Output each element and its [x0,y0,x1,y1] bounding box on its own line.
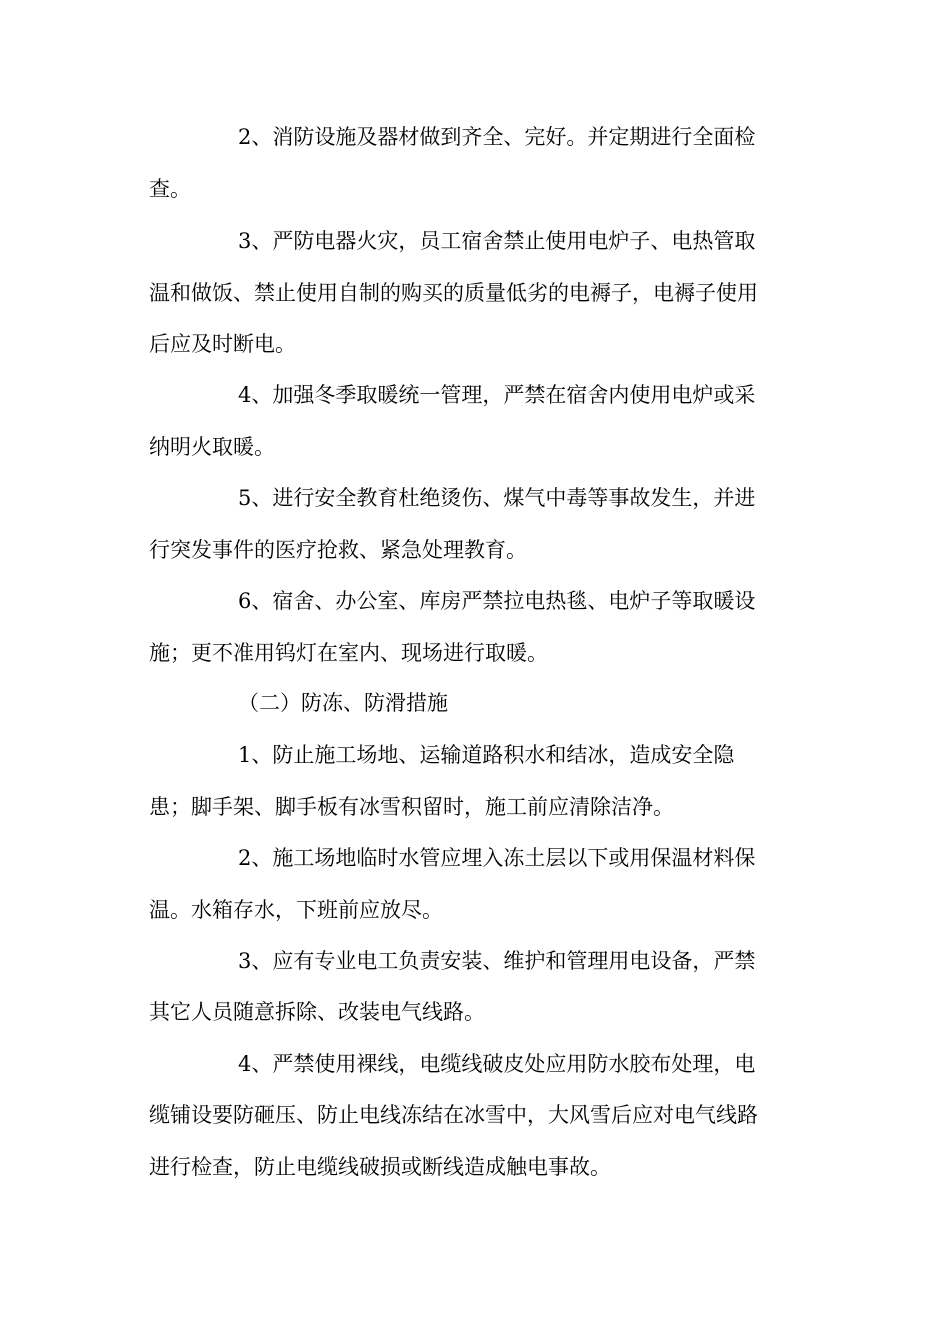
text-line: 3、应有专业电工负责安装、维护和管理用电设备，严禁 [238,949,756,973]
text-line: 2、施工场地临时水管应埋入冻土层以下或用保温材料保 [238,846,756,870]
text-line: 4、严禁使用裸线，电缆线破皮处应用防水胶布处理，电 [238,1052,756,1076]
text-line: 施；更不准用钨灯在室内、现场进行取暖。 [149,641,548,665]
text-line: 1、防止施工场地、运输道路积水和结冰，造成安全隐 [238,743,735,767]
text-line: 温和做饭、禁止使用自制的购买的质量低劣的电褥子，电褥子使用 [149,281,758,305]
text-line: 后应及时断电。 [149,332,296,356]
text-line: 患；脚手架、脚手板有冰雪积留时，施工前应清除洁净。 [149,795,674,819]
section-heading: （二）防冻、防滑措施 [238,691,448,715]
text-line: 4、加强冬季取暖统一管理，严禁在宿舍内使用电炉或采 [238,383,756,407]
text-line: 3、严防电器火灾，员工宿舍禁止使用电炉子、电热管取 [238,229,756,253]
text-line: 温。水箱存水，下班前应放尽。 [149,898,443,922]
text-line: 2、消防设施及器材做到齐全、完好。并定期进行全面检 [238,125,756,149]
text-line: 其它人员随意拆除、改装电气线路。 [149,1000,485,1024]
text-line: 查。 [149,177,191,201]
text-line: 缆铺设要防砸压、防止电线冻结在冰雪中，大风雪后应对电气线路 [149,1103,758,1127]
text-line: 6、宿舍、办公室、库房严禁拉电热毯、电炉子等取暖设 [238,589,756,613]
text-line: 5、进行安全教育杜绝烫伤、煤气中毒等事故发生，并进 [238,486,756,510]
text-line: 行突发事件的医疗抢救、紧急处理教育。 [149,538,527,562]
text-line: 进行检查，防止电缆线破损或断线造成触电事故。 [149,1155,611,1179]
text-line: 纳明火取暖。 [149,435,275,459]
